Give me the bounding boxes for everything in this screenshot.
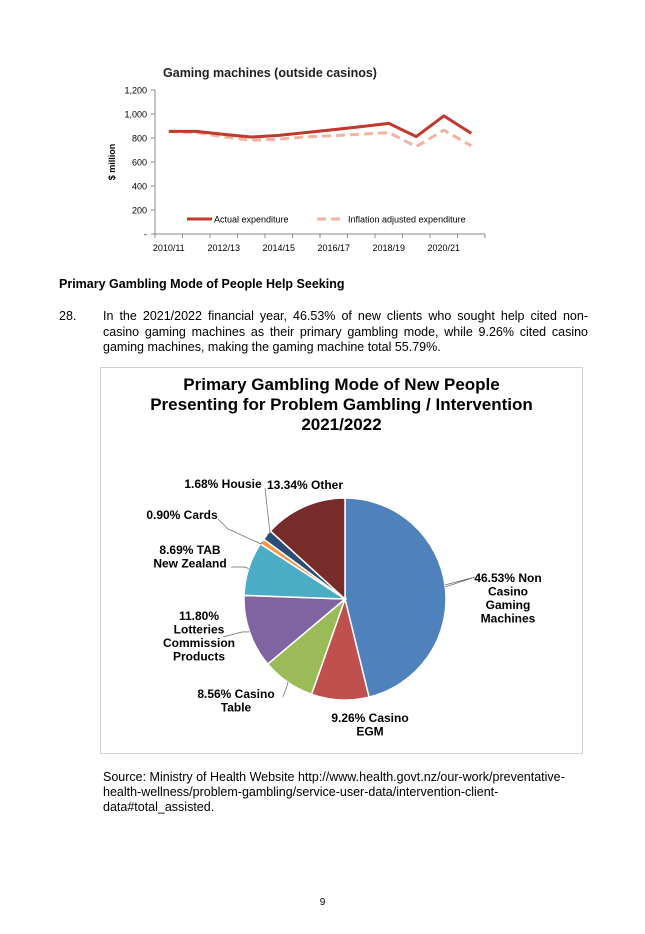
pie-leader-line (223, 632, 250, 637)
y-axis-label: $ million (107, 143, 117, 181)
y-tick-label: 200 (131, 205, 147, 216)
pie-leader-line (231, 567, 249, 569)
y-tick-label: - (144, 229, 147, 240)
page-number: 9 (319, 897, 326, 908)
pie-leader-line (218, 519, 262, 544)
pie-leader-line (265, 488, 270, 535)
x-tick-label: 2014/15 (262, 243, 296, 253)
pie-label: Table (220, 700, 252, 715)
pie-label: Commission (162, 636, 236, 650)
source-citation: Source: Ministry of Health Website http://www.health.govt.nz/our-work/preventative-health-wellness/problem-gambling/service-user-data/intervention-client-data#total_assisted. (103, 770, 565, 814)
legend-actual-label: Actual expenditure (214, 214, 289, 225)
pie-label: 46.53% Non (474, 571, 542, 585)
section-heading: Primary Gambling Mode of People Help Seeking (59, 277, 345, 291)
pie-leader-line (445, 577, 475, 587)
pie-label: EGM (356, 724, 384, 739)
pie-leader-line (283, 682, 288, 697)
line-chart-title: Gaming machines (outside casinos) (163, 66, 377, 80)
pie-label: 1.68% Housie (184, 477, 262, 491)
x-tick-label: 2018/19 (372, 243, 406, 253)
pie-label: 9.26% Casino (331, 711, 409, 725)
pie-label: 8.56% Casino (197, 687, 275, 701)
paragraph-number: 28. (59, 309, 77, 323)
pie-label: Gaming (485, 598, 531, 612)
pie-label: Casino (487, 584, 529, 599)
x-tick-label: 2012/13 (207, 243, 241, 253)
pie-label: 8.69% TAB (159, 543, 221, 557)
actual-expenditure-line (169, 116, 472, 137)
y-tick-label: 800 (131, 133, 147, 144)
pie-label: 13.34% Other (266, 478, 344, 492)
gaming-machines-line-chart (95, 60, 495, 260)
pie-label: 11.80% (178, 609, 220, 623)
x-tick-label: 2010/11 (152, 243, 185, 253)
x-tick-label: 2020/21 (427, 243, 461, 253)
pie-label: Machines (480, 611, 536, 626)
y-tick-label: 600 (131, 157, 147, 168)
pie-label: Lotteries (173, 622, 225, 637)
pie-label: 0.90% Cards (146, 508, 218, 522)
pie-label: New Zealand (153, 556, 227, 571)
pie-title-line-2: Presenting for Problem Gambling / Intervention (150, 395, 533, 414)
y-tick-label: 1,200 (124, 85, 147, 96)
pie-chart-title (100, 375, 583, 435)
paragraph-text: In the 2021/2022 financial year, 46.53% of new clients who sought help cited non-casino gaming machines as their primary gambling mode, while 9.26% cited casino gaming machines, making the gaming machine total 55.79%. (103, 309, 588, 354)
legend-inflation-label: Inflation adjusted expenditure (348, 214, 466, 225)
pie-title-line-3: 2021/2022 (301, 415, 382, 434)
y-tick-label: 400 (131, 181, 147, 192)
x-tick-label: 2016/17 (317, 243, 351, 253)
y-tick-label: 1,000 (124, 109, 147, 120)
pie-title-line-1: Primary Gambling Mode of New People (183, 375, 500, 394)
pie-label: Products (172, 649, 226, 664)
